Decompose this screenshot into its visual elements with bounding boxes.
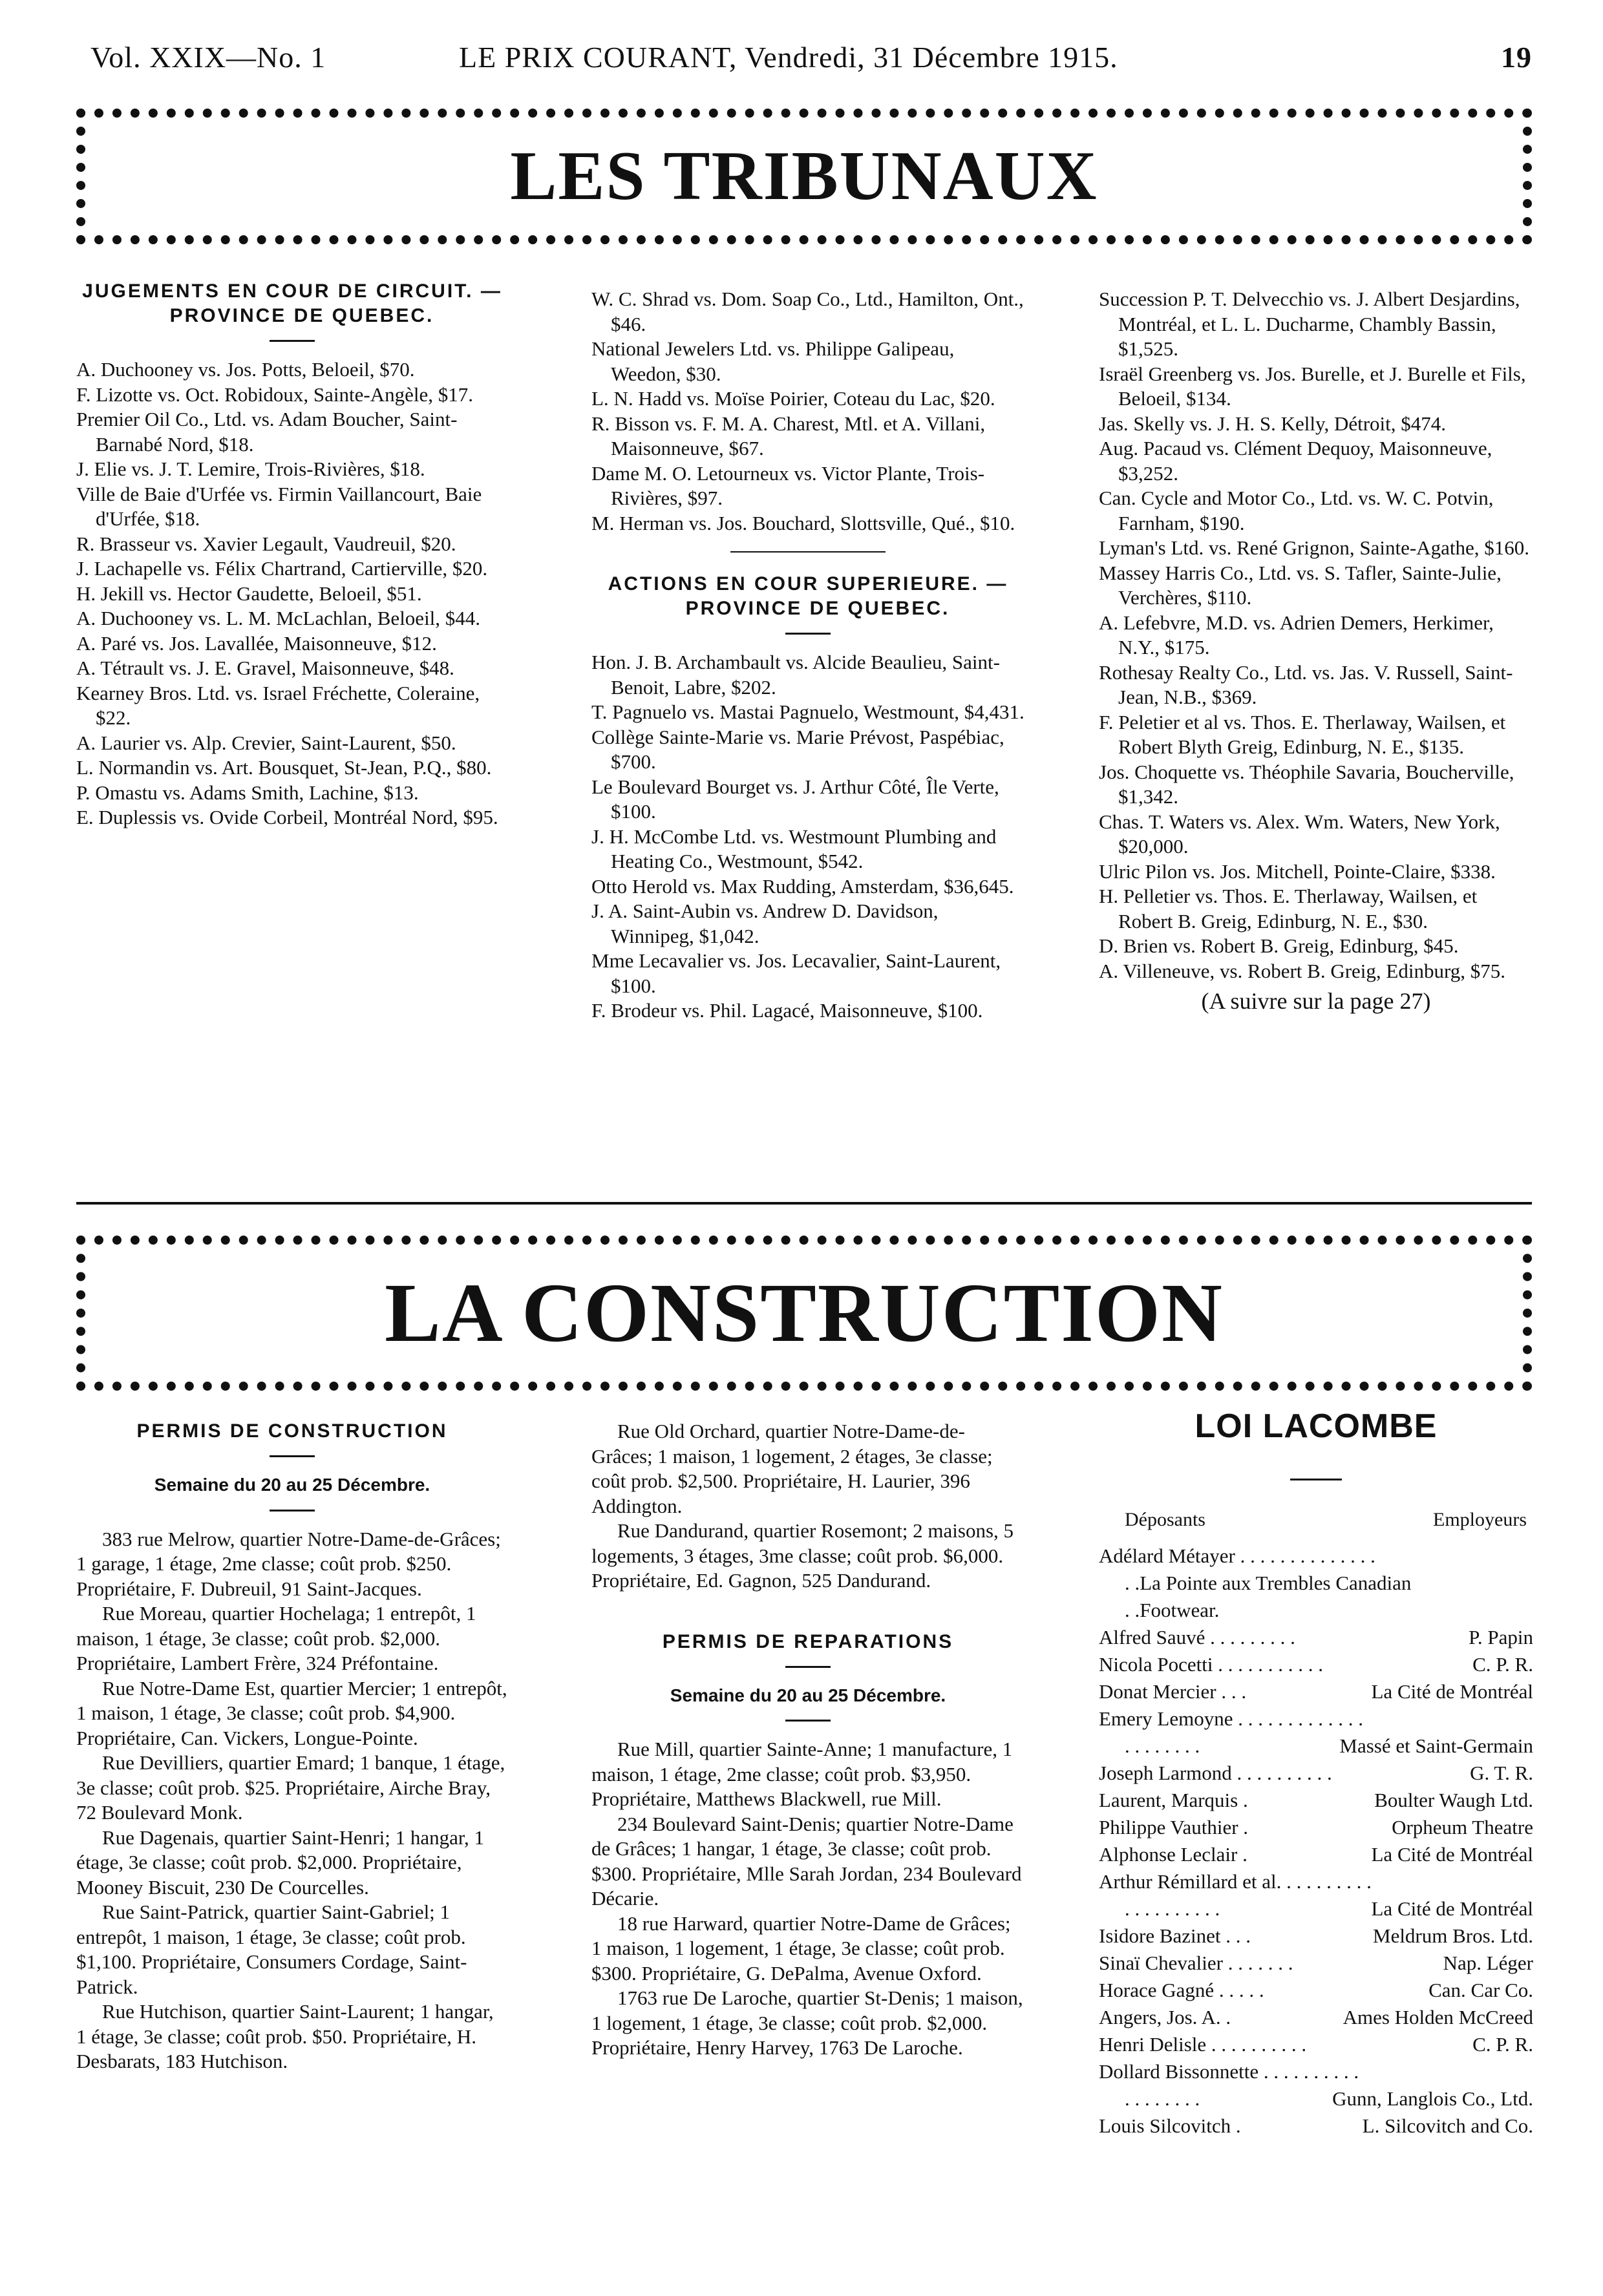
list-item: E. Duplessis vs. Ovide Corbeil, Montréal Nord, $95.	[76, 806, 498, 828]
list-item: 234 Boulevard Saint-Denis; quartier Notre-Dame de Grâces; 1 hangar, 1 étage, 3e classe; coût prob. $300. Propriétaire, Mlle Sarah Jordan, 234 Boulevard Décarie.	[591, 1812, 1022, 1910]
list-item: A. Duchooney vs. Jos. Potts, Beloeil, $70.	[76, 358, 415, 381]
list-item: 1763 rue De Laroche, quartier St-Denis; 1 maison, 1 logement, 1 étage, 3e classe; coût prob. $2,000. Propriétaire, Henry Harvey, 1763 De Laroche.	[591, 1986, 1023, 2059]
column-circuit	[76, 279, 508, 830]
table-row	[1099, 1543, 1533, 1570]
column-header-employeurs: Employeurs	[1433, 1509, 1527, 1530]
deposant-cell: Arthur Rémillard et al. . . . . . . . . .	[1099, 1870, 1372, 1893]
list-item: J. A. Saint-Aubin vs. Andrew D. Davidson, Winnipeg, $1,042.	[591, 900, 939, 947]
list-item: F. Brodeur vs. Phil. Lagacé, Maisonneuve, $100.	[591, 999, 983, 1022]
list-item: J. Lachapelle vs. Félix Chartrand, Cartierville, $20.	[76, 557, 488, 580]
list-item: Ulric Pilon vs. Jos. Mitchell, Pointe-Claire, $338.	[1099, 859, 1496, 883]
deposant-cell: Louis Silcovitch .	[1099, 2114, 1241, 2137]
list-item: Rue Devilliers, quartier Emard; 1 banque, 1 étage, 3e classe; coût prob. $25. Propriétaire, Airche Bray, 72 Boulevard Monk.	[76, 1751, 505, 1824]
list-item: J. Elie vs. J. T. Lemire, Trois-Rivières, $18.	[76, 458, 425, 480]
employeur-cell: La Cité de Montréal	[1371, 1843, 1533, 1866]
table-row	[1099, 1868, 1533, 1895]
list-item: Collège Sainte-Marie vs. Marie Prévost, Paspébiac, $700.	[591, 725, 1004, 773]
section-heading-permis-reparations: PERMIS DE REPARATIONS	[662, 1630, 954, 1652]
list-item: Jos. Choquette vs. Théophile Savaria, Boucherville, $1,342.	[1099, 760, 1514, 808]
list-item: Rue Mill, quartier Sainte-Anne; 1 manufacture, 1 maison, 1 étage, 2me classe; coût prob. $3,950. Propriétaire, Matthews Blackwell, rue Mill.	[591, 1738, 1013, 1810]
list-item: Rue Dagenais, quartier Saint-Henri; 1 hangar, 1 étage, 3e classe; coût prob. $2,000. Propriétaire, Mooney Biscuit, 230 De Courcelles.	[76, 1826, 485, 1899]
table-row	[1099, 1705, 1533, 1733]
list-item: H. Jekill vs. Hector Gaudette, Beloeil, $51.	[76, 582, 422, 605]
deposant-cell: . . . . . . . . . .	[1125, 1897, 1220, 1920]
table-row	[1099, 1950, 1533, 1977]
column-permis-construction	[76, 1419, 508, 2074]
repair-permits-list	[591, 1737, 1024, 2061]
deposant-cell: . . . . . . . .	[1125, 2087, 1200, 2110]
table-row	[1099, 1787, 1533, 1814]
employeur-cell: Massé et Saint-Germain	[1339, 1734, 1533, 1757]
page-header	[90, 40, 1532, 85]
banner-construction	[76, 1236, 1532, 1391]
lacombe-table-header	[1099, 1506, 1533, 1533]
superior-court-actions-list	[591, 650, 1024, 1024]
table-row	[1099, 1841, 1533, 1868]
list-item: A. Lefebvre, M.D. vs. Adrien Demers, Herkimer, N.Y., $175.	[1099, 611, 1494, 658]
list-item: Rue Saint-Patrick, quartier Saint-Gabriel; 1 entrepôt, 1 maison, 1 étage, 3e classe; coût prob. $1,100. Propriétaire, Consumers Cordage, Saint-Patrick.	[76, 1901, 467, 1998]
deposant-cell: Horace Gagné . . . . .	[1099, 1979, 1264, 2001]
week-label: Semaine du 20 au 25 Décembre.	[154, 1475, 430, 1495]
deposant-cell: . . . . . . . .	[1125, 1734, 1200, 1757]
deposant-cell: Alphonse Leclair .	[1099, 1843, 1247, 1866]
section-rule	[76, 1202, 1532, 1205]
section-divider	[270, 340, 315, 342]
list-item: Hon. J. B. Archambault vs. Alcide Beaulieu, Saint-Benoit, Labre, $202.	[591, 651, 1000, 699]
section-heading-loi-lacombe: LOI LACOMBE	[1194, 1407, 1438, 1445]
deposant-cell: Donat Mercier . . .	[1099, 1680, 1247, 1703]
publication-title: LE PRIX COURANT, Vendredi, 31 Décembre 1915.	[459, 41, 1118, 74]
banner-construction-text: LA CONSTRUCTION	[385, 1267, 1224, 1360]
table-row	[1099, 1624, 1533, 1651]
table-row	[1099, 1922, 1533, 1950]
table-row	[1099, 1814, 1533, 1841]
employeur-cell: Meldrum Bros. Ltd.	[1373, 1924, 1533, 1947]
employeur-cell: P. Papin	[1469, 1626, 1533, 1648]
table-row	[1099, 2004, 1533, 2031]
list-item: Rue Notre-Dame Est, quartier Mercier; 1 entrepôt, 1 maison, 1 étage, 3e classe; coût prob. $4,900. Propriétaire, Can. Vickers, Longue-Pointe.	[76, 1676, 507, 1749]
list-item: A. Laurier vs. Alp. Crevier, Saint-Laurent, $50.	[76, 731, 456, 754]
list-item: P. Omastu vs. Adams Smith, Lachine, $13.	[76, 781, 419, 804]
section-divider	[270, 1455, 315, 1457]
deposant-cell: Angers, Jos. A. .	[1099, 2006, 1231, 2028]
list-item: Dame M. O. Letourneux vs. Victor Plante, Trois-Rivières, $97.	[591, 461, 985, 509]
list-item: R. Bisson vs. F. M. A. Charest, Mtl. et A. Villani, Maisonneuve, $67.	[591, 412, 986, 459]
list-item: A. Duchooney vs. L. M. McLachlan, Beloeil, $44.	[76, 607, 481, 629]
list-item: Rothesay Realty Co., Ltd. vs. Jas. V. Russell, Saint-Jean, N.B., $369.	[1099, 660, 1513, 708]
list-item: Le Boulevard Bourget vs. J. Arthur Côté, Île Verte, $100.	[591, 775, 999, 823]
column-right-top	[1099, 287, 1533, 1014]
list-item: H. Pelletier vs. Thos. E. Therlaway, Wailsen, et Robert B. Greig, Edinburg, N. E., $30.	[1099, 885, 1478, 932]
list-item: Rue Old Orchard, quartier Notre-Dame-de-Grâces; 1 maison, 1 logement, 2 étages, 3e classe; coût prob. $2,500. Propriétaire, H. Laurier, 396 Addington.	[591, 1420, 993, 1517]
list-item: Chas. T. Waters vs. Alex. Wm. Waters, New York, $20,000.	[1099, 810, 1500, 858]
list-item: National Jewelers Ltd. vs. Philippe Galipeau, Weedon, $30.	[591, 337, 955, 385]
employeur-cell: Gunn, Langlois Co., Ltd.	[1332, 2087, 1533, 2110]
deposant-cell: . .Footwear.	[1125, 1599, 1220, 1621]
employeur-cell: C. P. R.	[1472, 1653, 1533, 1676]
deposant-cell: Philippe Vauthier .	[1099, 1816, 1249, 1838]
deposant-cell: Isidore Bazinet . . .	[1099, 1924, 1251, 1947]
employeur-cell: La Cité de Montréal	[1371, 1680, 1533, 1703]
list-item: R. Brasseur vs. Xavier Legault, Vaudreuil, $20.	[76, 532, 456, 555]
table-row	[1099, 1977, 1533, 2004]
list-item: W. C. Shrad vs. Dom. Soap Co., Ltd., Hamilton, Ont., $46.	[591, 288, 1024, 335]
list-item: Massey Harris Co., Ltd. vs. S. Tafler, Sainte-Julie, Verchères, $110.	[1099, 561, 1502, 609]
deposant-cell: Emery Lemoyne . . . . . . . . . . . . .	[1099, 1707, 1363, 1730]
list-item: Rue Dandurand, quartier Rosemont; 2 maisons, 5 logements, 3 étages, 3me classe; coût prob. $6,000. Propriétaire, Ed. Gagnon, 525 Dandurand.	[591, 1519, 1014, 1592]
employeur-cell: G. T. R.	[1470, 1762, 1533, 1784]
list-item: Kearney Bros. Ltd. vs. Israel Fréchette, Coleraine, $22.	[76, 681, 480, 729]
section-heading-circuit: JUGEMENTS EN COUR DE CIRCUIT. — PROVINCE DE QUEBEC.	[82, 280, 502, 326]
table-row	[1099, 1651, 1533, 1678]
construction-permits-continued	[591, 1419, 1024, 1594]
section-divider	[785, 1720, 831, 1722]
table-row	[1099, 1733, 1533, 1760]
list-item: Rue Moreau, quartier Hochelaga; 1 entrepôt, 1 maison, 1 étage, 3e classe; coût prob. $2,000. Propriétaire, Lambert Frère, 324 Préfontaine.	[76, 1602, 476, 1674]
deposant-cell: Adélard Métayer . . . . . . . . . . . . . .	[1099, 1544, 1375, 1567]
continued-note: (A suivre sur la page 27)	[1201, 988, 1431, 1014]
table-row	[1099, 2085, 1533, 2112]
list-item: Rue Hutchison, quartier Saint-Laurent; 1 hangar, 1 étage, 3e classe; coût prob. $50. Propriétaire, H. Desbarats, 183 Hutchison.	[76, 2000, 494, 2072]
deposant-cell: Alfred Sauvé . . . . . . . . .	[1099, 1626, 1295, 1648]
list-item: Ville de Baie d'Urfée vs. Firmin Vaillancourt, Baie d'Urfée, $18.	[76, 482, 482, 530]
list-item: A. Villeneuve, vs. Robert B. Greig, Edinburg, $75.	[1099, 959, 1505, 982]
deposant-cell: Joseph Larmond . . . . . . . . . .	[1099, 1762, 1332, 1784]
employeur-cell: Orpheum Theatre	[1392, 1816, 1533, 1838]
list-item: Succession P. T. Delvecchio vs. J. Albert Desjardins, Montréal, et L. L. Ducharme, Chambly Bassin, $1,525.	[1099, 288, 1520, 360]
table-row	[1099, 1760, 1533, 1787]
employeur-cell: Can. Car Co.	[1428, 1979, 1533, 2001]
table-row	[1099, 2058, 1533, 2085]
list-item: L. N. Hadd vs. Moïse Poirier, Coteau du Lac, $20.	[591, 387, 995, 410]
column-permis-reparations	[591, 1419, 1024, 2061]
deposant-cell: . .La Pointe aux Trembles Canadian	[1125, 1572, 1412, 1594]
table-row	[1099, 1597, 1533, 1624]
employeur-cell: La Cité de Montréal	[1371, 1897, 1533, 1920]
circuit-judgments-continued	[591, 287, 1024, 536]
week-label: Semaine du 20 au 25 Décembre.	[670, 1685, 946, 1705]
construction-permits-list	[76, 1527, 508, 2074]
column-loi-lacombe	[1099, 1407, 1533, 2140]
list-item: Jas. Skelly vs. J. H. S. Kelly, Détroit, $474.	[1099, 412, 1447, 435]
table-row	[1099, 2031, 1533, 2058]
section-heading-superieure: ACTIONS EN COUR SUPERIEURE. — PROVINCE DE QUEBEC.	[608, 573, 1008, 619]
list-item: T. Pagnuelo vs. Mastai Pagnuelo, Westmount, $4,431.	[591, 700, 1024, 723]
section-divider	[785, 1666, 831, 1668]
employeur-cell: Nap. Léger	[1443, 1952, 1533, 1974]
deposant-cell: Dollard Bissonnette . . . . . . . . . .	[1099, 2060, 1359, 2083]
deposant-cell: Henri Delisle . . . . . . . . . .	[1099, 2033, 1307, 2056]
lacombe-table-body	[1099, 1543, 1533, 2140]
list-item: Aug. Pacaud vs. Clément Dequoy, Maisonneuve, $3,252.	[1099, 437, 1492, 485]
employeur-cell: C. P. R.	[1472, 2033, 1533, 2056]
list-item: D. Brien vs. Robert B. Greig, Edinburg, $45.	[1099, 934, 1459, 957]
section-heading-permis-construction: PERMIS DE CONSTRUCTION	[136, 1420, 448, 1442]
list-item: 383 rue Melrow, quartier Notre-Dame-de-Grâces; 1 garage, 1 étage, 2me classe; coût prob. $250. Propriétaire, F. Dubreuil, 91 Saint-Jacques.	[76, 1527, 501, 1600]
list-item: M. Herman vs. Jos. Bouchard, Slottsville, Qué., $10.	[591, 511, 1015, 534]
list-item: Mme Lecavalier vs. Jos. Lecavalier, Saint-Laurent, $100.	[591, 949, 1001, 997]
section-divider	[1290, 1479, 1342, 1480]
banner-tribunaux	[76, 109, 1532, 244]
section-separator	[730, 551, 886, 553]
list-item: Premier Oil Co., Ltd. vs. Adam Boucher, Saint-Barnabé Nord, $18.	[76, 408, 458, 456]
table-row	[1099, 1895, 1533, 1922]
volume-number: Vol. XXIX—No. 1	[90, 41, 326, 74]
table-row	[1099, 1678, 1533, 1705]
section-divider	[270, 1510, 315, 1511]
deposant-cell: Sinaï Chevalier . . . . . . .	[1099, 1952, 1293, 1974]
employeur-cell: Boulter Waugh Ltd.	[1374, 1789, 1533, 1811]
list-item: A. Paré vs. Jos. Lavallée, Maisonneuve, $12.	[76, 631, 437, 655]
deposant-cell: Laurent, Marquis .	[1099, 1789, 1248, 1811]
column-middle-top	[591, 287, 1024, 1024]
list-item: 18 rue Harward, quartier Notre-Dame de Grâces; 1 maison, 1 logement, 1 étage, 3e classe; coût prob. $300. Propriétaire, G. DePalma, Avenue Oxford.	[591, 1912, 1011, 1985]
employeur-cell: L. Silcovitch and Co.	[1362, 2114, 1533, 2137]
circuit-judgments-list	[76, 357, 508, 830]
list-item: Otto Herold vs. Max Rudding, Amsterdam, $36,645.	[591, 874, 1014, 898]
list-item: L. Normandin vs. Art. Bousquet, St-Jean, P.Q., $80.	[76, 756, 492, 779]
table-row	[1099, 1570, 1533, 1597]
page-number: 19	[1501, 41, 1532, 74]
list-item: Can. Cycle and Motor Co., Ltd. vs. W. C. Potvin, Farnham, $190.	[1099, 487, 1494, 534]
banner-tribunaux-text: LES TRIBUNAUX	[510, 138, 1098, 215]
superior-court-actions-continued	[1099, 287, 1533, 984]
list-item: J. H. McCombe Ltd. vs. Westmount Plumbing and Heating Co., Westmount, $542.	[591, 825, 997, 872]
list-item: A. Tétrault vs. J. E. Gravel, Maisonneuve, $48.	[76, 657, 454, 679]
employeur-cell: Ames Holden McCreed	[1343, 2006, 1533, 2028]
list-item: F. Peletier et al vs. Thos. E. Therlaway, Wailsen, et Robert Blyth Greig, Edinburg, N. E., $135.	[1099, 710, 1506, 758]
list-item: Lyman's Ltd. vs. René Grignon, Sainte-Agathe, $160.	[1099, 536, 1529, 559]
deposant-cell: Nicola Pocetti . . . . . . . . . . .	[1099, 1653, 1323, 1676]
section-divider	[785, 633, 831, 635]
table-row	[1099, 2112, 1533, 2140]
column-header-deposants: Déposants	[1125, 1509, 1205, 1530]
list-item: F. Lizotte vs. Oct. Robidoux, Sainte-Angèle, $17.	[76, 383, 473, 406]
list-item: Israël Greenberg vs. Jos. Burelle, et J. Burelle et Fils, Beloeil, $134.	[1099, 362, 1526, 410]
